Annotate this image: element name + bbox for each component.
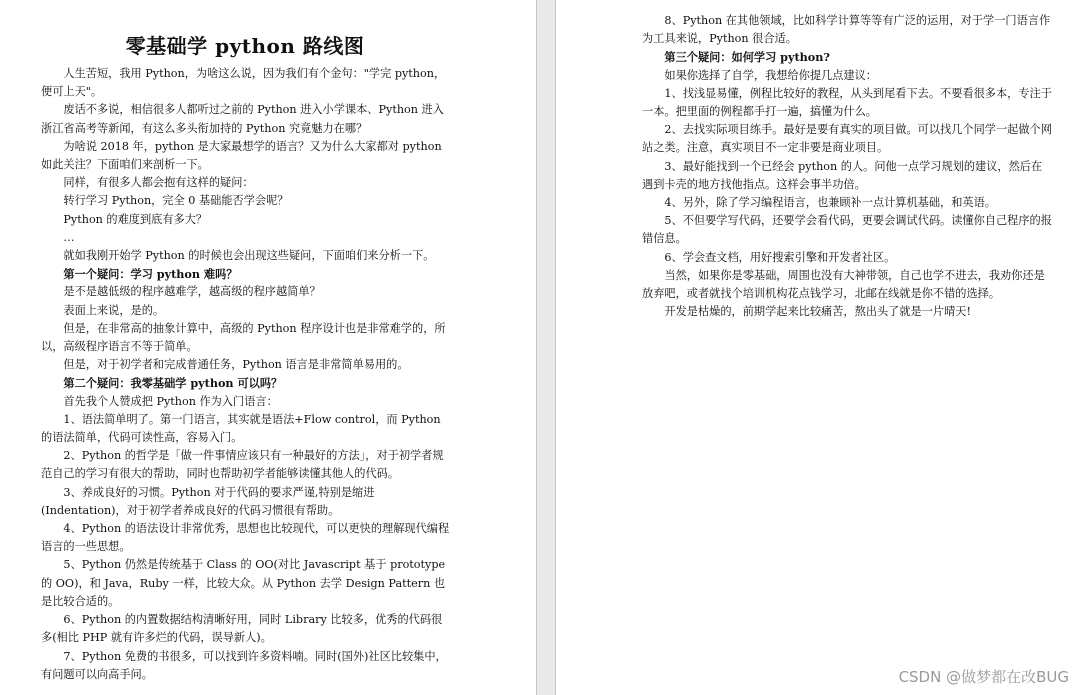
paragraph: 表面上来说，是的。: [63, 303, 165, 317]
paragraph: 人生苦短，我用 Python，为啥这么说，因为我们有个金句："学完 python，便可上天"。: [41, 67, 446, 99]
section-heading: 第三个疑问：如何学习 python?: [664, 50, 830, 65]
right-page-content: [642, 12, 1052, 321]
document-page-left: [0, 0, 536, 695]
paragraph: Python 的难度到底有多大？: [63, 212, 208, 226]
paragraph: 开发是枯燥的，前期学起来比较痛苦，熬出头了就是一片晴天!: [664, 305, 971, 319]
document-title: 零基础学 python 路线图: [125, 34, 365, 58]
paragraph: 4、另外，除了学习编程语言，也兼顾补一点计算机基础，和英语。: [664, 196, 996, 210]
paragraph: 6、Python 的内置数据结构清晰好用，同时 Library 比较多，优秀的代码很多(相比 PHP 就有许多烂的代码，误导新人)。: [41, 613, 443, 645]
csdn-watermark: CSDN @做梦都在改BUG: [898, 668, 1069, 686]
paragraph: 但是，在非常高的抽象计算中，高级的 Python 程序设计也是非常难学的，所以，高级程序语言不等于简单。: [41, 321, 446, 354]
section-heading: 第二个疑问：我零基础学 python 可以吗？: [63, 376, 283, 391]
paragraph: 首先我个人赞成把 Python 作为入门语言：: [63, 394, 278, 408]
paragraph: 为啥说 2018 年，python 是大家最想学的语言？又为什么大家都对 python 如此关注？下面咱们来剖析一下。: [41, 139, 442, 172]
paragraph: 是不是越低级的程序越难学，越高级的程序越简单？: [63, 285, 321, 299]
paragraph: 5、不但要学写代码，还要学会看代码，更要会调试代码。读懂你自己程序的报错信息。: [642, 214, 1052, 246]
paragraph: 1、语法简单明了。第一门语言，其实就是语法+Flow control，而 Python 的语法简单，代码可读性高，容易入门。: [41, 412, 441, 445]
paragraph: 2、Python 的哲学是「做一件事情应该只有一种最好的方法」，对于初学者规范自己的学习有很大的帮助，同时也帮助初学者能够读懂其他人的代码。: [41, 449, 444, 481]
paragraph: 8、Python 在其他领域，比如科学计算等等有广泛的运用，对于学一门语言作为工具来说，Python 很合适。: [642, 14, 1051, 46]
document-page-right: [556, 0, 1083, 695]
section-heading: 第一个疑问：学习 python 难吗？: [63, 267, 238, 282]
paragraph: 同样，有很多人都会抱有这样的疑问：: [63, 176, 254, 190]
paragraph: 废话不多说，相信很多人都听过之前的 Python 进入小学课本、Python 进入浙江省高考等新闻，有这么多头衔加持的 Python 究竟魅力在哪？: [41, 103, 444, 135]
paragraph: 4、Python 的语法设计非常优秀，思想也比较现代，可以更快的理解现代编程语言的一些思想。: [41, 522, 450, 554]
paragraph: 7、Python 免费的书很多，可以找到许多资料喃。同时(国外)社区比较集中，有问题可以向高手问。: [41, 649, 447, 681]
page-gutter: [536, 0, 556, 695]
paragraph: 2、去找实际项目练手。最好是要有真实的项目做。可以找几个同学一起做个网站之类。注意，真实项目不一定非要是商业项目。: [642, 123, 1052, 155]
paragraph: 当然，如果你是零基础，周围也没有大神带领，自己也学不进去，我劝你还是放弃吧，或者就找个培训机构花点钱学习，北邮在线就是你不错的选择。: [642, 268, 1045, 301]
paragraph: 就如我刚开始学 Python 的时候也会出现这些疑问，下面咱们来分析一下。: [63, 249, 435, 263]
paragraph: 3、最好能找到一个已经会 python 的人。问他一点学习规划的建议，然后在遇到卡壳的地方找他指点。这样会事半功倍。: [642, 159, 1043, 191]
paragraph: 如果你选择了自学，我想给你提几点建议：: [664, 68, 877, 82]
paragraph: 5、Python 仍然是传统基于 Class 的 OO(对比 Javascript 基于 prototype 的 OO)，和 Java，Ruby 一样，比较大众。从 Python 去学 Design Pattern 也是比较合适的。: [41, 558, 446, 608]
paragraph: 转行学习 Python，完全 0 基础能否学会呢？: [63, 194, 289, 208]
paragraph: 6、学会查文档，用好搜索引擎和开发者社区。: [664, 250, 896, 264]
paragraph: 3、养成良好的习惯。Python 对于代码的要求严谨,特别是缩进(Indentation)，对于初学者养成良好的代码习惯很有帮助。: [41, 485, 375, 517]
paragraph: 但是，对于初学者和完成普通任务，Python 语言是非常简单易用的。: [63, 358, 409, 372]
paragraph: …: [63, 230, 75, 244]
paragraph: 1、找浅显易懂，例程比较好的教程，从头到尾看下去。不要看很多本，专注于一本。把里面的例程都手打一遍，搞懂为什么。: [642, 86, 1052, 119]
left-page-content: [41, 65, 451, 684]
